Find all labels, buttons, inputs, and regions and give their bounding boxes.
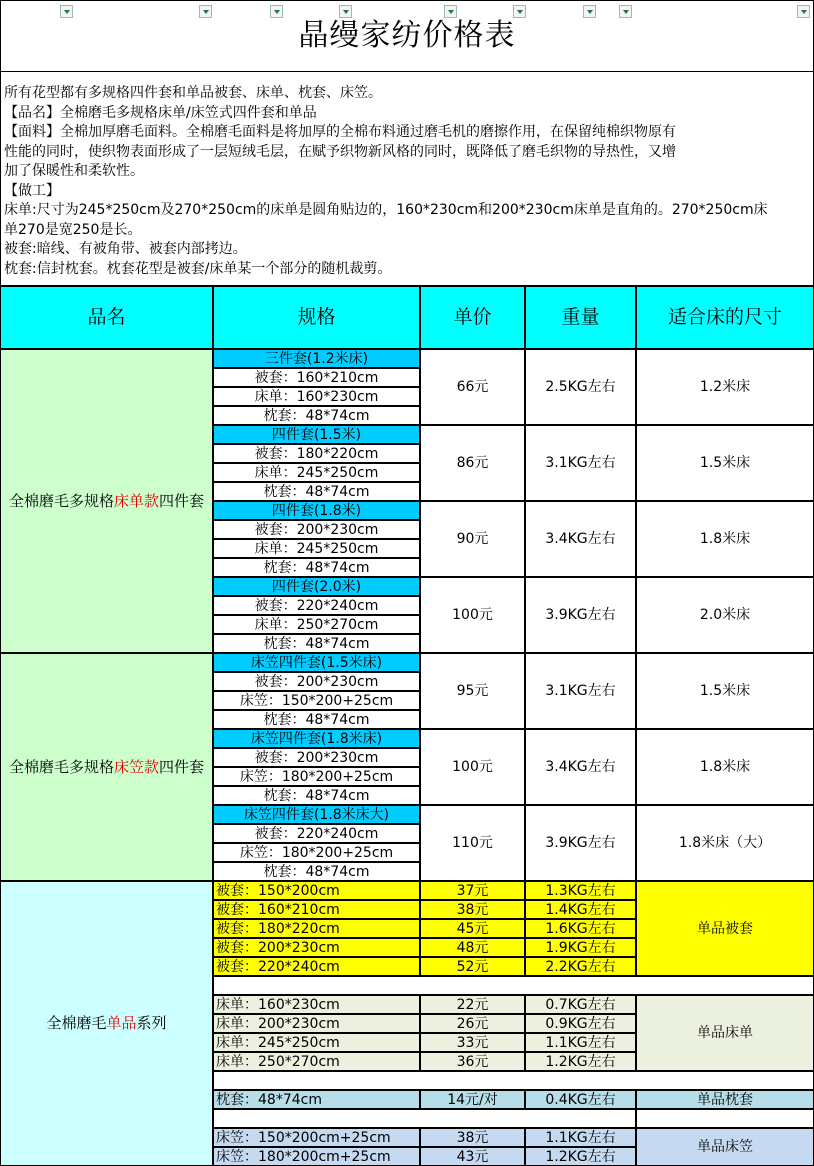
- item-weight: 0.9KG左右: [525, 1014, 636, 1033]
- set-bed-size: 1.8米床: [636, 729, 814, 805]
- set-price: 100元: [420, 577, 525, 653]
- set-component: 床笠：180*200+25cm: [213, 843, 420, 862]
- intro-line: 被套:暗线、有被角带、被套内部拷边。: [4, 241, 247, 257]
- page-title: 晶缦家纺价格表: [0, 0, 814, 72]
- item-spec: 被套：150*200cm: [213, 881, 420, 900]
- set-price: 66元: [420, 349, 525, 425]
- set-bed-size: 1.2米床: [636, 349, 814, 425]
- intro-line: 床单:尺寸为245*250cm及270*250cm的床单是圆角贴边的，160*230cm和200*230cm床单是直角的。270*250cm床: [4, 202, 768, 218]
- intro-line: 单270是宽250是长。: [4, 221, 142, 238]
- set-bed-size: 1.8米床（大）: [636, 805, 814, 881]
- set-component: 枕套：48*74cm: [213, 710, 420, 729]
- blank-row: [213, 1071, 814, 1090]
- blank-row: [636, 1109, 814, 1128]
- intro-line: 所有花型都有多规格四件套和单品被套、床单、枕套、床笠。: [4, 85, 382, 101]
- item-spec: 被套：160*210cm: [213, 900, 420, 919]
- set-component: 被套：220*240cm: [213, 596, 420, 615]
- item-weight: 1.4KG左右: [525, 900, 636, 919]
- set-component: 枕套：48*74cm: [213, 482, 420, 501]
- column-header: 品名: [0, 286, 213, 349]
- set-component: 被套：200*230cm: [213, 520, 420, 539]
- item-spec: 床单：160*230cm: [213, 995, 420, 1014]
- item-price: 38元: [420, 900, 525, 919]
- item-weight: 1.2KG左右: [525, 1147, 636, 1166]
- set-title: 四件套(1.8米): [213, 501, 420, 520]
- set-title: 床笠四件套(1.8米床): [213, 729, 420, 748]
- intro-line: 【面料】全棉加厚磨毛面料。全棉磨毛面料是将加厚的全棉布料通过磨毛机的磨擦作用，在保留纯棉织物原有: [4, 124, 676, 140]
- group-label-part: 四件套: [159, 757, 205, 776]
- set-title: 四件套(2.0米): [213, 577, 420, 596]
- set-weight: 3.9KG左右: [525, 805, 636, 881]
- item-weight: 1.1KG左右: [525, 1128, 636, 1147]
- set-component: 床单：245*250cm: [213, 463, 420, 482]
- set-title: 床笠四件套(1.5米床): [213, 653, 420, 672]
- item-price: 26元: [420, 1014, 525, 1033]
- item-weight: 1.1KG左右: [525, 1033, 636, 1052]
- set-component: 枕套：48*74cm: [213, 558, 420, 577]
- item-price: 38元: [420, 1128, 525, 1147]
- item-price: 43元: [420, 1147, 525, 1166]
- section-label: 单品床单: [636, 995, 814, 1071]
- set-bed-size: 1.5米床: [636, 425, 814, 501]
- set-component: 床单：160*230cm: [213, 387, 420, 406]
- highlight-text: 床单款: [113, 491, 159, 510]
- item-weight: 0.7KG左右: [525, 995, 636, 1014]
- section-label: 单品被套: [636, 881, 814, 976]
- item-price: 45元: [420, 919, 525, 938]
- group-label-part: 全棉磨毛多规格: [8, 491, 114, 510]
- section-label: 单品床笠: [636, 1128, 814, 1166]
- set-component: 被套：200*230cm: [213, 672, 420, 691]
- item-weight: 2.2KG左右: [525, 957, 636, 976]
- set-component: 床单：250*270cm: [213, 615, 420, 634]
- column-header: 单价: [420, 286, 525, 349]
- set-title: 床笠四件套(1.8米床大): [213, 805, 420, 824]
- group-label-part: 全棉磨毛: [46, 1014, 107, 1032]
- item-spec: 床单：245*250cm: [213, 1033, 420, 1052]
- set-price: 90元: [420, 501, 525, 577]
- item-price: 33元: [420, 1033, 525, 1052]
- item-weight: 0.4KG左右: [525, 1090, 636, 1109]
- set-component: 床笠：180*200+25cm: [213, 767, 420, 786]
- group-label-part: 四件套: [159, 491, 205, 510]
- item-price: 22元: [420, 995, 525, 1014]
- set-title: 四件套(1.5米): [213, 425, 420, 444]
- section-label: 单品枕套: [636, 1090, 814, 1109]
- item-price: 36元: [420, 1052, 525, 1071]
- item-spec: 床单：250*270cm: [213, 1052, 420, 1071]
- blank-row: [213, 1109, 636, 1128]
- item-spec: 被套：180*220cm: [213, 919, 420, 938]
- item-price: 52元: [420, 957, 525, 976]
- column-header: 规格: [213, 286, 420, 349]
- intro-text: [0, 71, 814, 286]
- item-weight: 1.6KG左右: [525, 919, 636, 938]
- set-component: 被套：220*240cm: [213, 824, 420, 843]
- set-component: 被套：200*230cm: [213, 748, 420, 767]
- set-component: 枕套：48*74cm: [213, 862, 420, 881]
- set-price: 100元: [420, 729, 525, 805]
- intro-line: 性能的同时，使织物表面形成了一层短绒毛层，在赋予织物新风格的同时，既降低了磨毛织物的导热性，又增: [4, 143, 676, 160]
- highlight-text: 单品: [106, 1014, 137, 1032]
- column-header: 重量: [525, 286, 636, 349]
- intro-line: 【品名】全棉磨毛多规格床单/床笠式四件套和单品: [4, 104, 317, 121]
- item-weight: 1.2KG左右: [525, 1052, 636, 1071]
- set-weight: 3.9KG左右: [525, 577, 636, 653]
- set-weight: 3.1KG左右: [525, 425, 636, 501]
- item-weight: 1.3KG左右: [525, 881, 636, 900]
- item-price: 48元: [420, 938, 525, 957]
- set-component: 枕套：48*74cm: [213, 406, 420, 425]
- set-price: 110元: [420, 805, 525, 881]
- intro-line: 加了保暖性和柔软性。: [4, 163, 144, 179]
- set-price: 95元: [420, 653, 525, 729]
- set-weight: 2.5KG左右: [525, 349, 636, 425]
- set-component: 枕套：48*74cm: [213, 786, 420, 805]
- set-component: 被套：160*210cm: [213, 368, 420, 387]
- item-price: 14元/对: [420, 1090, 525, 1109]
- column-header: 适合床的尺寸: [636, 286, 814, 349]
- item-weight: 1.9KG左右: [525, 938, 636, 957]
- group-label-fitted-sets: [0, 653, 213, 881]
- set-component: 被套：180*220cm: [213, 444, 420, 463]
- highlight-text: 床笠款: [113, 757, 159, 776]
- item-spec: 被套：220*240cm: [213, 957, 420, 976]
- group-label-sheet-sets: [0, 349, 213, 653]
- item-spec: 床单：200*230cm: [213, 1014, 420, 1033]
- item-spec: 床笠：180*200cm+25cm: [213, 1147, 420, 1166]
- set-price: 86元: [420, 425, 525, 501]
- set-bed-size: 1.5米床: [636, 653, 814, 729]
- item-price: 37元: [420, 881, 525, 900]
- set-weight: 3.4KG左右: [525, 729, 636, 805]
- set-component: 床单：245*250cm: [213, 539, 420, 558]
- item-spec: 床笠：150*200cm+25cm: [213, 1128, 420, 1147]
- group-label-single-items: [0, 881, 213, 1166]
- group-label-part: 系列: [136, 1014, 167, 1032]
- set-title: 三件套(1.2米床): [213, 349, 420, 368]
- intro-line: 枕套:信封枕套。枕套花型是被套/床单某一个部分的随机裁剪。: [4, 260, 392, 277]
- blank-row: [213, 976, 814, 995]
- intro-line: 【做工】: [4, 182, 60, 199]
- set-bed-size: 1.8米床: [636, 501, 814, 577]
- item-spec: 枕套：48*74cm: [213, 1090, 420, 1109]
- group-label-part: 全棉磨毛多规格: [8, 757, 114, 776]
- set-component: 枕套：48*74cm: [213, 634, 420, 653]
- set-weight: 3.4KG左右: [525, 501, 636, 577]
- set-bed-size: 2.0米床: [636, 577, 814, 653]
- item-spec: 被套：200*230cm: [213, 938, 420, 957]
- set-weight: 3.1KG左右: [525, 653, 636, 729]
- set-component: 床笠：150*200+25cm: [213, 691, 420, 710]
